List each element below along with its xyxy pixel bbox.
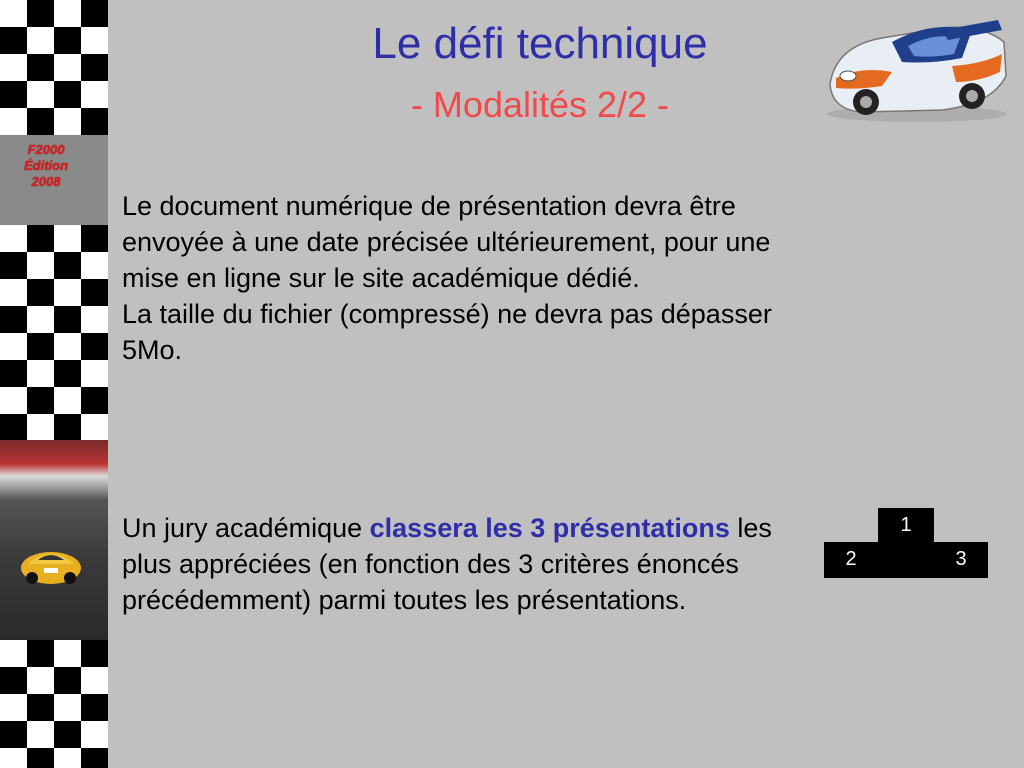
podium-third-place: 3 bbox=[934, 542, 988, 578]
paragraph-jury-rest: les plus appréciées (en fonction des 3 critères énoncés précédemment) parmi toutes les présentations. bbox=[122, 513, 772, 615]
slide-subtitle: - Modalités 2/2 - bbox=[410, 84, 670, 125]
paragraph-size-limit-text: La taille du fichier (compressé) ne devra pas dépasser 5Mo. bbox=[122, 299, 772, 365]
badge-line-3: 2008 bbox=[31, 174, 61, 189]
edition-badge bbox=[0, 142, 92, 190]
left-decorative-strip bbox=[0, 0, 108, 768]
yellow-race-car-icon bbox=[18, 538, 84, 590]
podium-first-place: 1 bbox=[878, 508, 934, 542]
race-car-image bbox=[822, 6, 1012, 126]
checkered-flag-pattern-middle bbox=[0, 225, 108, 440]
badge-line-2: Édition bbox=[23, 158, 69, 173]
paragraph-jury-highlight: classera les 3 présentations bbox=[369, 513, 730, 543]
podium-second-place: 2 bbox=[824, 542, 878, 578]
paragraph-submission bbox=[122, 188, 782, 368]
badge-line-1: F2000 bbox=[27, 142, 65, 157]
podium-center-block bbox=[878, 542, 934, 578]
paragraph-submission-text: Le document numérique de présentation devra être envoyée à une date précisée ultérieurement, pour une mise en ligne sur le site académique dédié. bbox=[122, 191, 771, 293]
paragraph-jury-intro: Un jury académique bbox=[122, 513, 370, 543]
paragraph-jury bbox=[122, 510, 782, 618]
slide-title: Le défi technique bbox=[372, 19, 708, 68]
checkered-flag-pattern-top bbox=[0, 0, 108, 135]
checkered-flag-pattern-bottom bbox=[0, 640, 108, 768]
